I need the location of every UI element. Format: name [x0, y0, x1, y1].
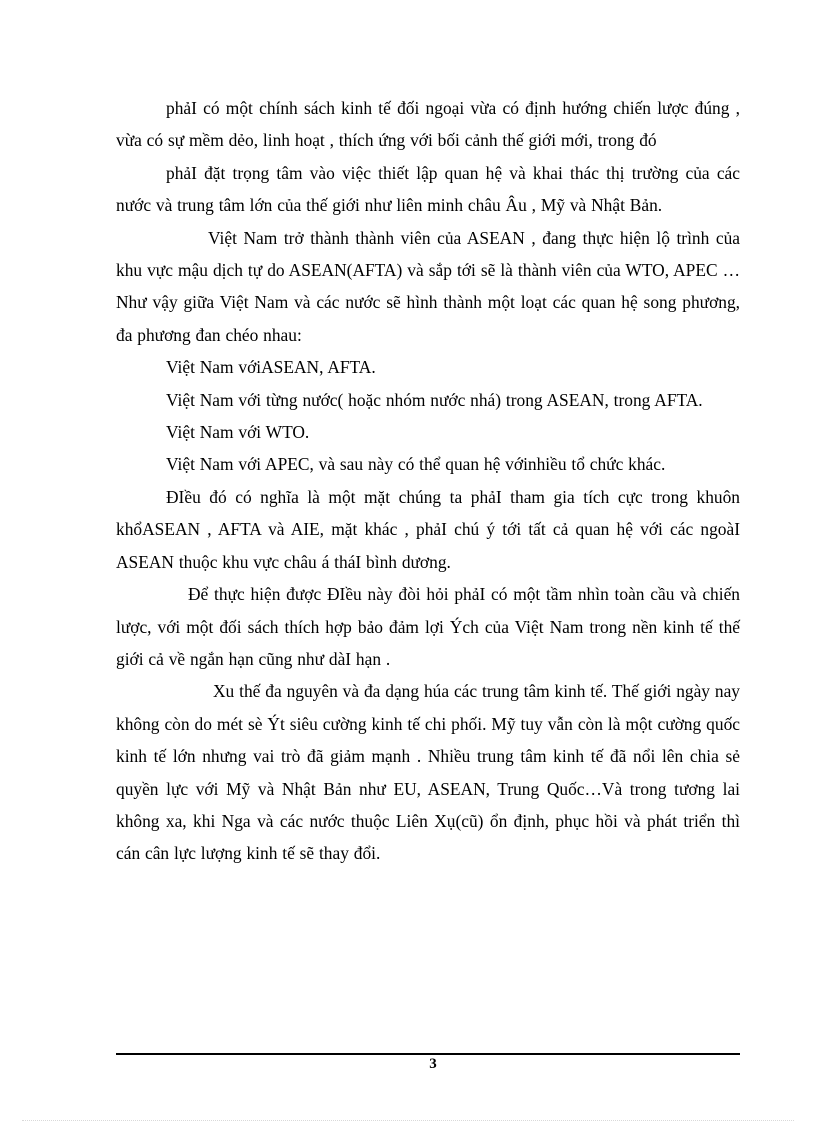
list-item-each-country: Việt Nam với từng nước( hoặc nhóm nước nhá) trong ASEAN, trong AFTA. — [166, 389, 703, 410]
paragraph-major-markets: phảI đặt trọng tâm vào việc thiết lập quan hệ và khai thác thị trường của các nước và trung tâm lớn của thế giới như liên minh châu Âu , Mỹ và Nhật Bản. — [116, 162, 740, 216]
list-item-wto: Việt Nam với WTO. — [166, 422, 310, 443]
page-bottom-dotted-line — [22, 1120, 794, 1121]
page-number: 3 — [429, 1056, 437, 1072]
body-text — [116, 92, 740, 870]
list-item-apec: Việt Nam với APEC, và sau này có thể quan hệ vớinhiều tổ chức khác. — [166, 454, 666, 475]
paragraph-foreign-policy: phảI có một chính sách kinh tế đối ngoại vừa có định hướng chiến lược đúng , vừa có sự mềm dẻo, linh hoạt , thích ứng với bối cảnh thế giới mới, trong đó — [116, 98, 740, 151]
paragraph-multipolar-trend: Xu thế đa nguyên và đa dạng húa các trung tâm kinh tế. Thế giới ngày nay không còn do mét sè Ýt siêu cường kinh tế chi phối. Mỹ tuy vẫn còn là một cường quốc kinh tế lớn nhưng vai trò đã giảm mạnh . Nhiều trung tâm kinh tế đã nổi lên chia sẻ quyền lực với Mỹ và Nhật Bản như EU, ASEAN, Trung Quốc…Và trong tương lai không xa, khi Nga và các nước thuộc Liên Xụ(cũ) ổn định, phục hồi và phát triển thì cán cân lực lượng kinh tế sẽ thay đổi. — [116, 681, 740, 864]
paragraph-active-participation: ĐIều đó có nghĩa là một mặt chúng ta phảI tham gia tích cực trong khuôn khổASEAN , AFTA và AIE, mặt khác , phảI chú ý tới tất cả quan hệ với các ngoàI ASEAN thuộc khu vực châu á tháI bình dương. — [116, 486, 740, 572]
paragraph-asean-membership: Việt Nam trở thành thành viên của ASEAN , đang thực hiện lộ trình của khu vực mậu dịch tự do ASEAN(AFTA) và sắp tới sẽ là thành viên của WTO, APEC … Như vậy giữa Việt Nam và các nước sẽ hình thành một loạt các quan hệ song phương, đa phương đan chéo nhau: — [116, 227, 740, 345]
list-item-asean-afta: Việt Nam vớiASEAN, AFTA. — [166, 357, 376, 378]
paragraph-global-vision: Để thực hiện được ĐIều này đòi hỏi phảI có một tầm nhìn toàn cầu và chiến lược, với một đối sách thích hợp bảo đảm lợi Ých của Việt Nam trong nền kinh tế thế giới cả về ngắn hạn cũng như dàI hạn . — [116, 584, 740, 669]
